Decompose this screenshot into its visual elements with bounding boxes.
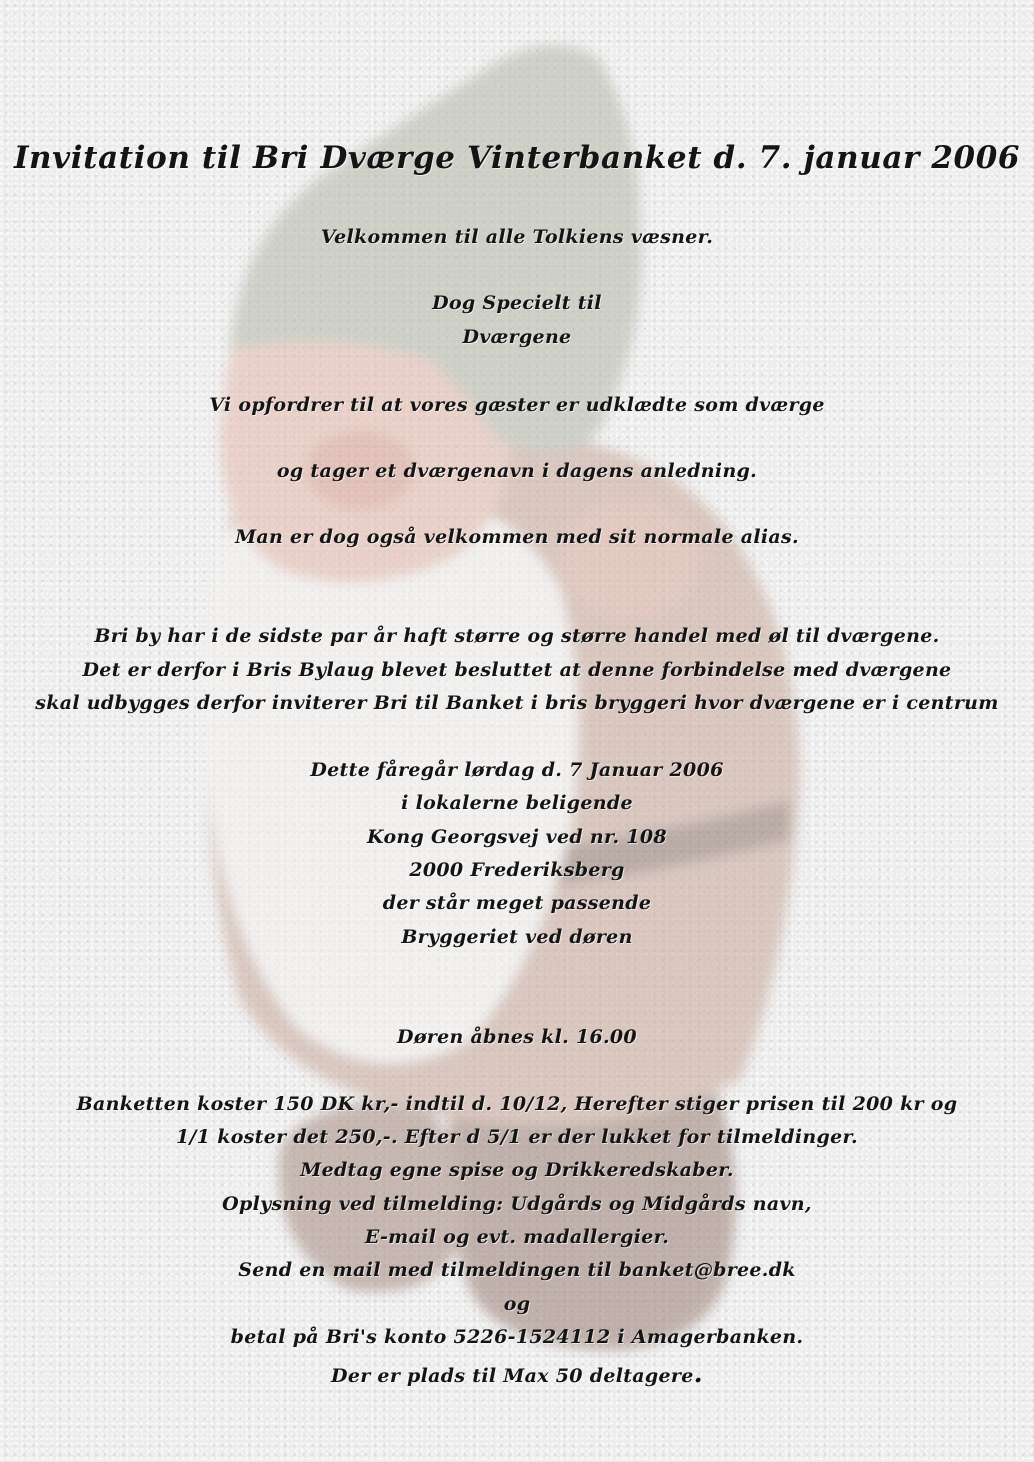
special-line: Dog Specielt til (432, 292, 602, 314)
story-line: Det er derfor i Bris Bylaug blevet besluttet at denne forbindelse med dværgene (82, 659, 952, 681)
venue-line: i lokalerne beligende (401, 792, 633, 814)
dwarf-name-line: og tager et dværgenavn i dagens anledning. (276, 460, 758, 482)
capacity-text: Der er plads til Max 50 deltagere (331, 1365, 694, 1387)
email-line: Send en mail med tilmeldingen til banket@bree.dk (238, 1259, 796, 1281)
bank-account-line: betal på Bri's konto 5226-1524112 i Amagerbanken. (230, 1326, 804, 1348)
venue-street-line: Kong Georgsvej ved nr. 108 (367, 826, 667, 848)
venue-line: der står meget passende (382, 892, 652, 914)
alias-line: Man er dog også velkommen med sit normale alias. (235, 526, 799, 548)
story-line: Bri by har i de sidste par år haft større og større handel med øl til dværgene. (94, 625, 940, 647)
price-line: Banketten koster 150 DK kr,- indtil d. 10/12, Herefter stiger prisen til 200 kr og (76, 1093, 958, 1115)
costume-line: Vi opfordrer til at vores gæster er udklædte som dværge (209, 394, 825, 416)
venue-city-line: 2000 Frederiksberg (409, 859, 625, 881)
welcome-line: Velkommen til alle Tolkiens væsner. (320, 226, 714, 248)
price-deadline-line: 1/1 koster det 250,-. Efter d 5/1 er der lukket for tilmeldinger. (176, 1126, 858, 1148)
capacity-line (0, 1359, 1034, 1389)
bring-tableware-line: Medtag egne spise og Drikkeredskaber. (300, 1159, 734, 1181)
registration-info-line: E-mail og evt. madallergier. (364, 1226, 670, 1248)
doors-open-line: Døren åbnes kl. 16.00 (397, 1026, 637, 1048)
registration-info-line: Oplysning ved tilmelding: Udgårds og Midgårds navn, (222, 1193, 812, 1215)
special-dwarves-line: Dværgene (462, 326, 572, 348)
venue-brewery-line: Bryggeriet ved døren (401, 926, 633, 948)
story-line: skal udbygges derfor inviterer Bri til Banket i bris bryggeri hvor dværgene er i centrum (35, 692, 999, 714)
capacity-period: . (693, 1359, 703, 1389)
invitation-title: Invitation til Bri Dværge Vinterbanket d. 7. januar 2006 (13, 140, 1021, 176)
venue-date-line: Dette fåregår lørdag d. 7 Januar 2006 (310, 759, 724, 781)
and-line: og (503, 1293, 531, 1315)
